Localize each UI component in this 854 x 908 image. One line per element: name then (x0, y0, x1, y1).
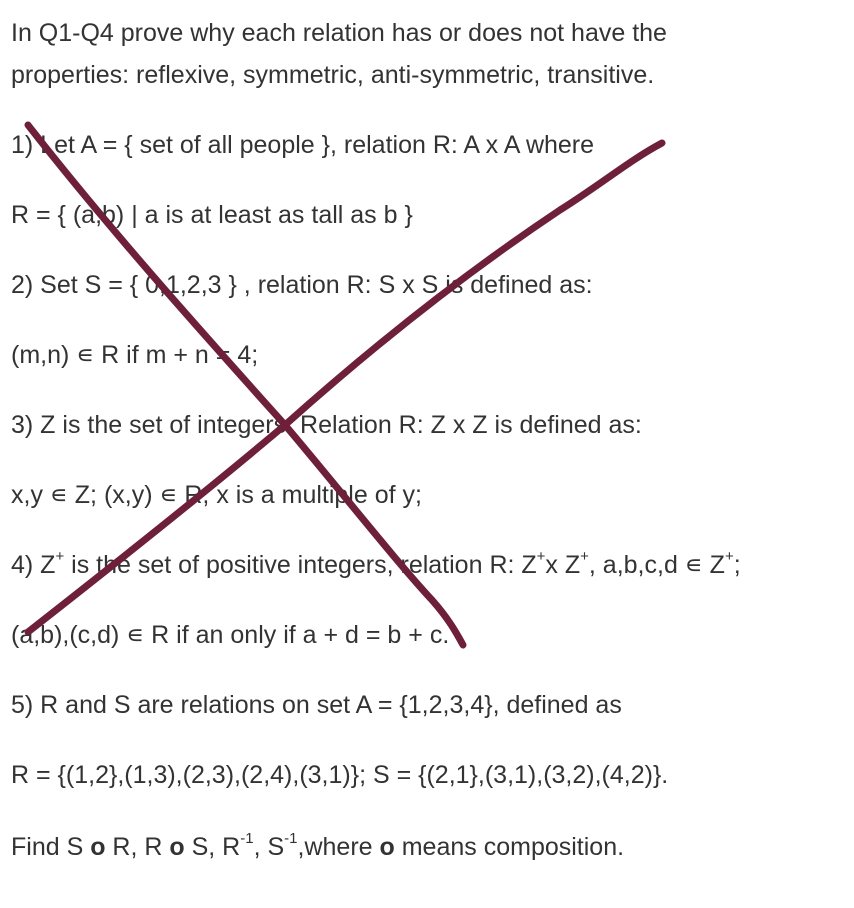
q4-text-2: is the set of positive integers, relation R: Z (64, 551, 537, 579)
q4-superscript-plus: + (536, 547, 546, 565)
q4-superscript-plus: + (580, 547, 589, 565)
q4-superscript-plus: + (55, 547, 65, 565)
q5-find-text-6: means composition. (394, 833, 625, 861)
q5-statement: 5) R and S are relations on set A = {1,2,3,4}, defined as (11, 691, 622, 719)
q5-find (11, 829, 625, 862)
q5-find-text-2: R, R (105, 833, 170, 861)
inverse-superscript: -1 (240, 829, 254, 847)
q4-text-5: ; (733, 551, 741, 579)
q2-relation: (m,n) ∊ R if m + n = 4; (11, 341, 259, 369)
composition-operator: o (90, 833, 106, 861)
composition-operator: o (379, 833, 395, 861)
composition-operator: o (169, 833, 185, 861)
q3-statement: 3) Z is the set of integers. Relation R: Z x Z is defined as: (11, 411, 642, 439)
q4-text-3: x Z (545, 551, 581, 579)
q4-relation: (a,b),(c,d) ∊ R if an only if a + d = b + c. (11, 621, 450, 649)
intro-line-1: In Q1-Q4 prove why each relation has or does not have the (11, 19, 667, 47)
q5-find-text-4: , S (253, 833, 285, 861)
q1-relation: R = { (a,b) | a is at least as tall as b } (11, 201, 413, 229)
q5-find-text-1: Find S (11, 833, 91, 861)
q5-find-text-3: S, R (184, 833, 241, 861)
q4-statement (11, 547, 741, 580)
q5-find-text-5: ,where (297, 833, 380, 861)
q3-relation: x,y ∊ Z; (x,y) ∊ R, x is a multiple of y; (11, 481, 422, 509)
q1-statement: 1) Let A = { set of all people }, relation R: A x A where (11, 131, 595, 159)
inverse-superscript: -1 (284, 829, 298, 847)
q4-text-1: 4) Z (11, 551, 56, 579)
intro-line-2: properties: reflexive, symmetric, anti-symmetric, transitive. (11, 61, 655, 89)
q4-superscript-plus: + (724, 547, 734, 565)
q2-statement: 2) Set S = { 0,1,2,3 } , relation R: S x S is defined as: (11, 271, 593, 299)
q5-relations: R = {(1,2},(1,3),(2,3),(2,4),(3,1)}; S = {(2,1},(3,1),(3,2),(4,2)}. (11, 761, 669, 789)
q4-text-4: , a,b,c,d ∊ Z (588, 551, 725, 579)
